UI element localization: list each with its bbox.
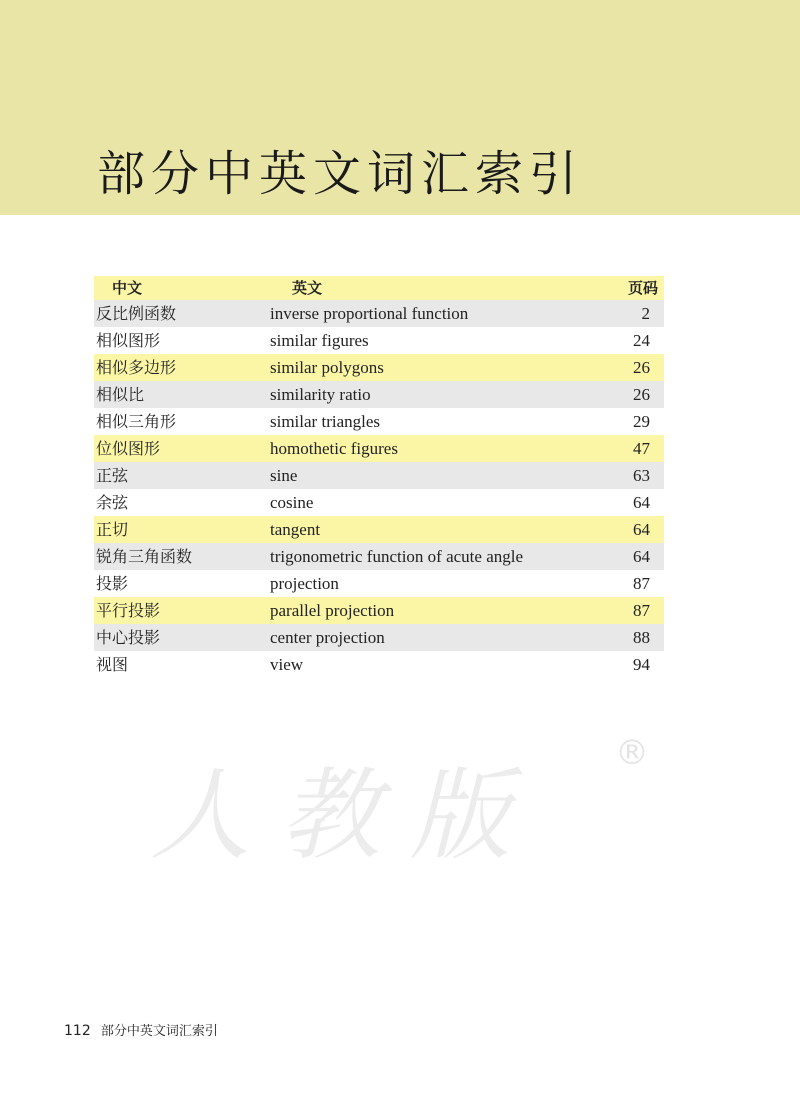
table-row: [94, 516, 664, 543]
table-row: [94, 597, 664, 624]
publisher-watermark: [150, 735, 540, 879]
cell-chinese: 反比例函数: [96, 304, 177, 323]
cell-page: 87: [633, 601, 650, 620]
cell-english: view: [270, 655, 304, 674]
cell-english: tangent: [270, 520, 321, 539]
watermark-text: 人教版: [150, 757, 540, 874]
page-title: 部分中英文词汇索引: [97, 146, 584, 202]
table-row: [94, 327, 664, 354]
cell-page: 2: [641, 304, 650, 323]
cell-english: similarity ratio: [270, 385, 371, 404]
cell-page: 94: [633, 655, 650, 674]
cell-chinese: 投影: [96, 574, 129, 593]
header-english: 英文: [292, 279, 323, 297]
cell-page: 26: [633, 385, 650, 404]
cell-chinese: 中心投影: [96, 628, 161, 647]
cell-chinese: 锐角三角函数: [96, 547, 193, 566]
cell-chinese: 正弦: [96, 466, 129, 485]
table-row: [94, 381, 664, 408]
cell-english: trigonometric function of acute angle: [270, 547, 524, 566]
table-row: [94, 354, 664, 381]
cell-page: 24: [633, 331, 650, 350]
cell-english: parallel projection: [270, 601, 395, 620]
table-row: [94, 462, 664, 489]
registered-mark-icon: ®: [615, 733, 649, 773]
page-number: 112: [64, 1023, 91, 1039]
footer-title: 部分中英文词汇索引: [100, 1024, 218, 1039]
cell-chinese: 相似多边形: [96, 358, 177, 377]
page-footer: [64, 1020, 218, 1039]
cell-page: 26: [633, 358, 650, 377]
cell-english: cosine: [270, 493, 314, 512]
table-body: [94, 300, 664, 678]
table-row: [94, 300, 664, 327]
cell-page: 64: [633, 493, 650, 512]
cell-english: sine: [270, 466, 298, 485]
vocabulary-index-table: [94, 276, 664, 678]
cell-page: 87: [633, 574, 650, 593]
table-row: [94, 408, 664, 435]
cell-page: 29: [633, 412, 650, 431]
table-header-row: [94, 276, 664, 300]
cell-english: inverse proportional function: [270, 304, 469, 323]
table-row: [94, 543, 664, 570]
cell-page: 64: [633, 520, 650, 539]
table-row: [94, 624, 664, 651]
cell-page: 88: [633, 628, 650, 647]
cell-chinese: 相似比: [96, 385, 145, 404]
cell-page: 47: [633, 439, 650, 458]
cell-english: similar triangles: [270, 412, 381, 431]
table-row: [94, 570, 664, 597]
table-row: [94, 651, 664, 678]
cell-chinese: 相似图形: [96, 331, 161, 350]
cell-english: homothetic figures: [270, 439, 398, 458]
table-row: [94, 435, 664, 462]
cell-chinese: 视图: [96, 655, 129, 674]
cell-page: 64: [633, 547, 650, 566]
cell-english: projection: [270, 574, 339, 593]
cell-english: center projection: [270, 628, 385, 647]
cell-english: similar polygons: [270, 358, 384, 377]
table-row: [94, 489, 664, 516]
cell-chinese: 相似三角形: [96, 412, 177, 431]
header-chinese: 中文: [112, 279, 143, 297]
cell-english: similar figures: [270, 331, 369, 350]
header-page: 页码: [627, 279, 658, 297]
cell-chinese: 正切: [96, 520, 129, 539]
cell-chinese: 平行投影: [96, 601, 161, 620]
cell-chinese: 余弦: [96, 493, 129, 512]
cell-chinese: 位似图形: [96, 439, 161, 458]
cell-page: 63: [633, 466, 650, 485]
